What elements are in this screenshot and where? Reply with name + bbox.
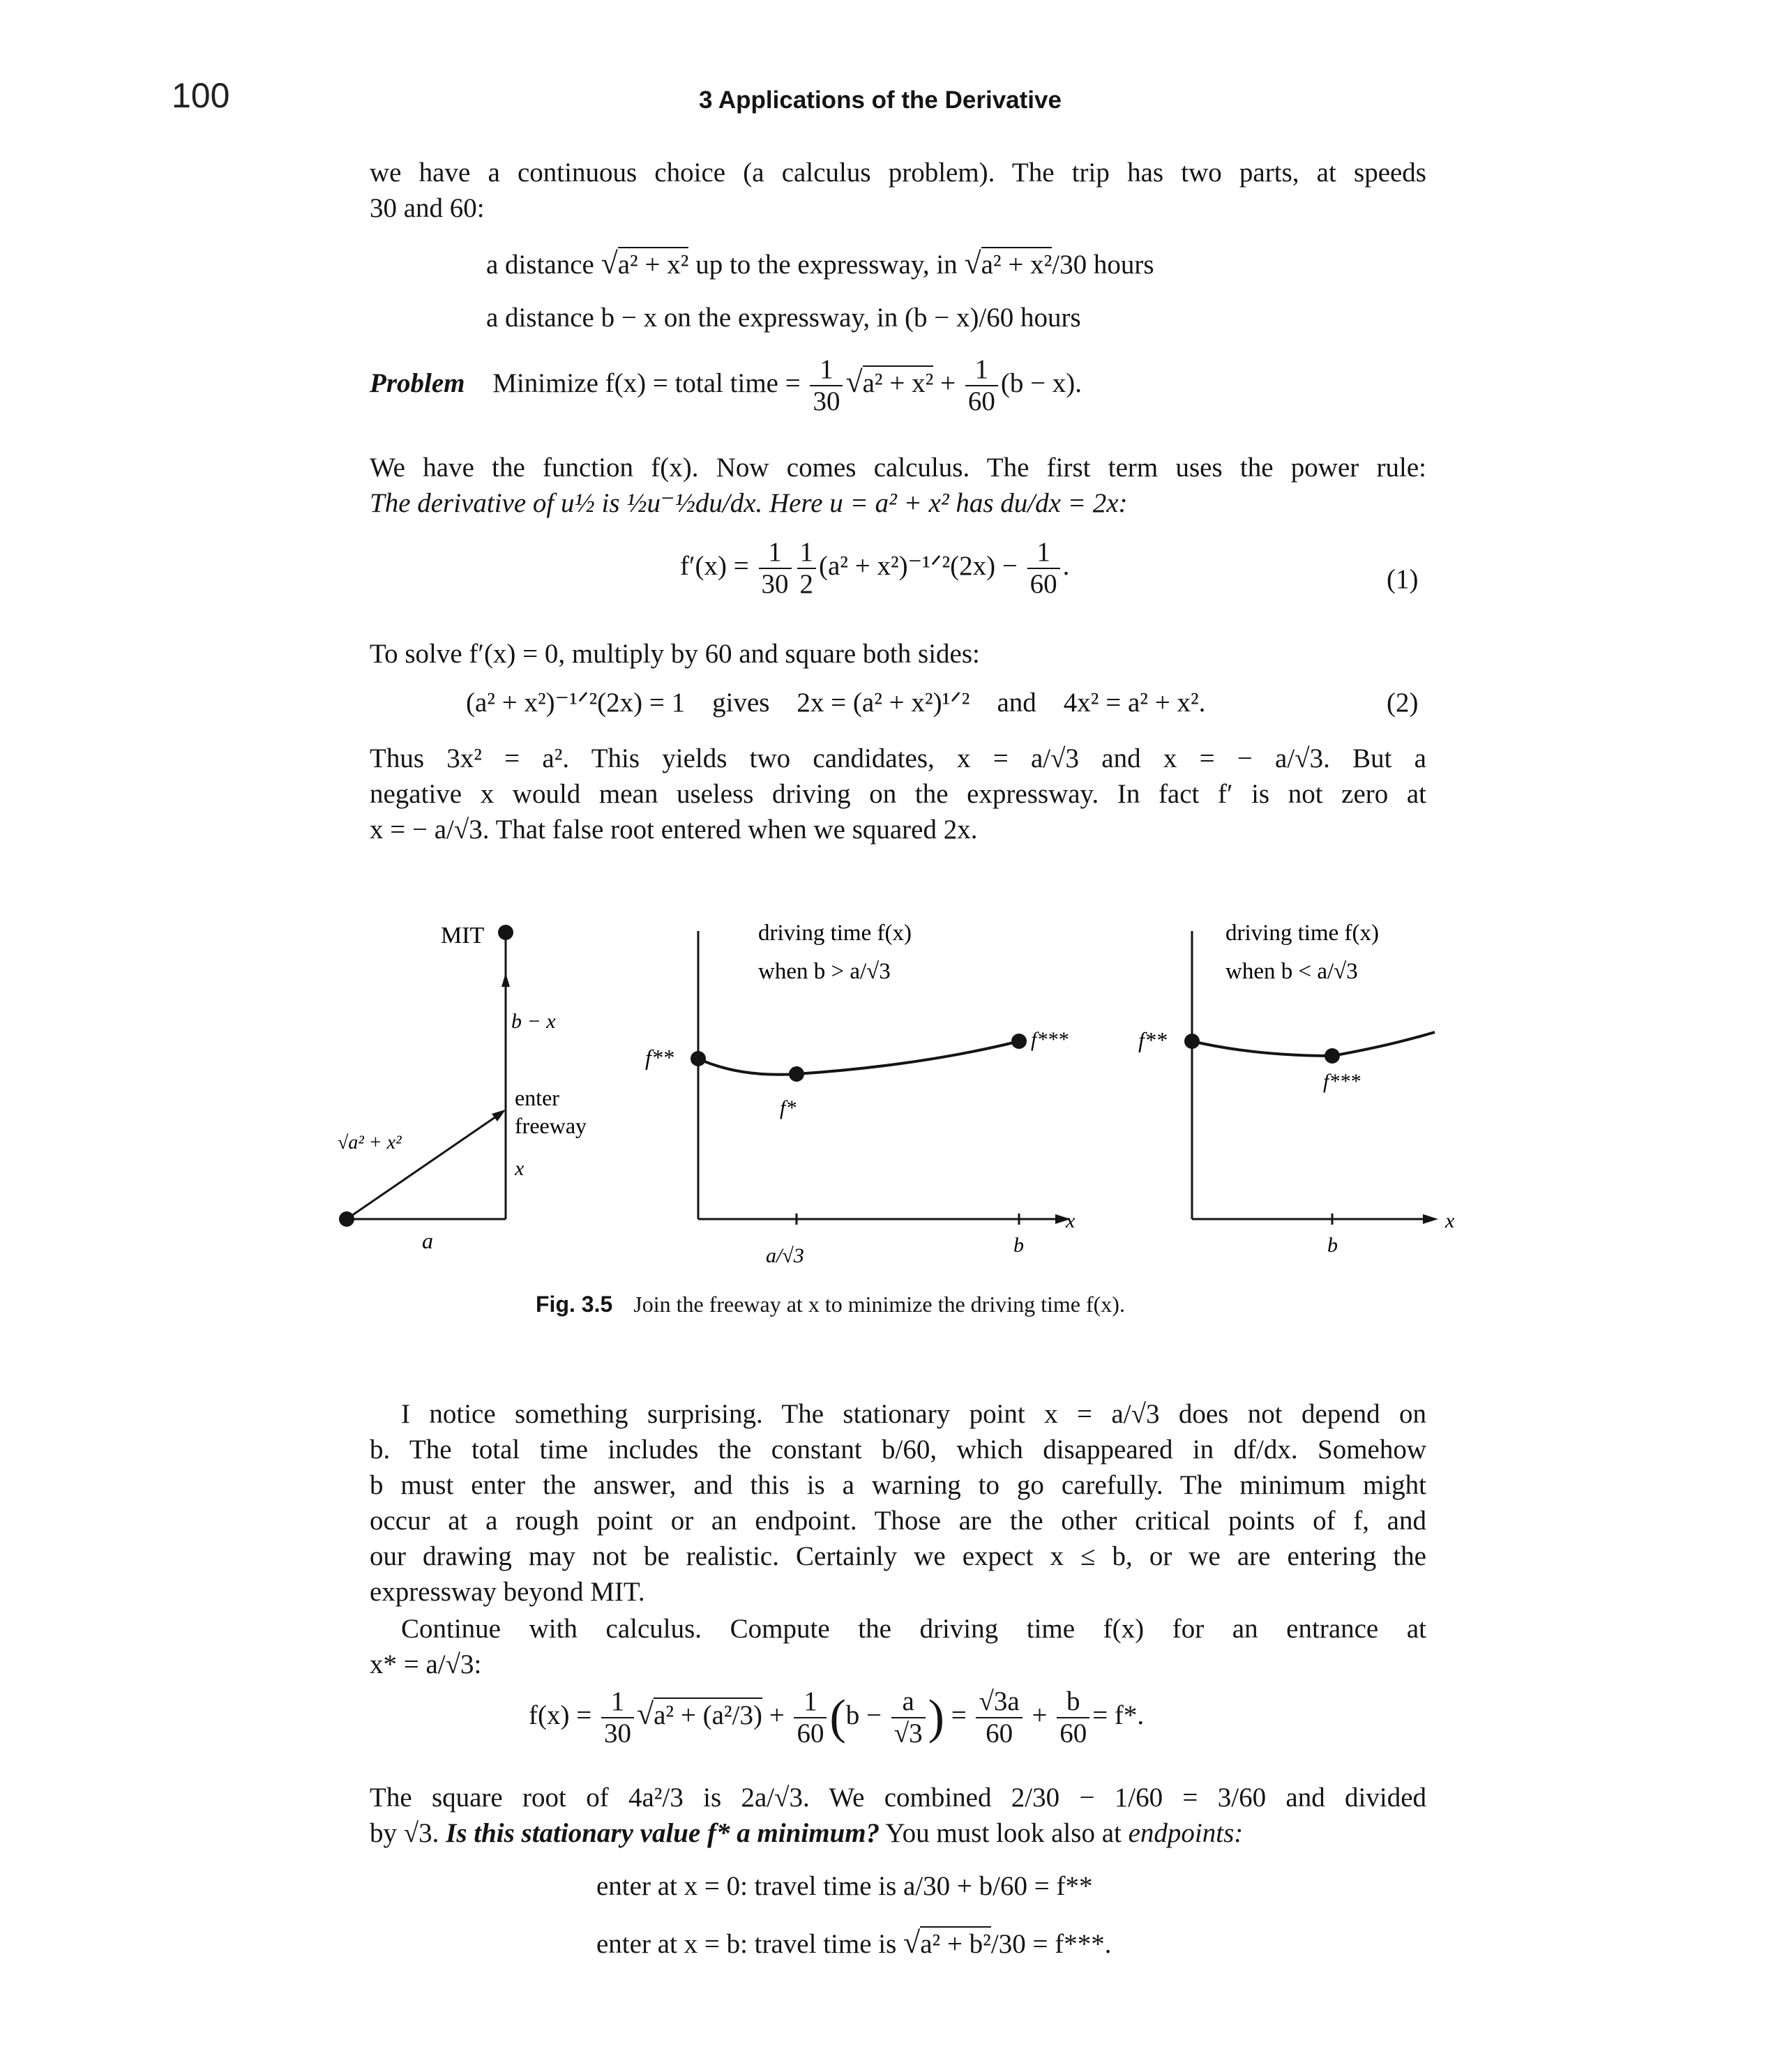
graph2-point-f3: [1325, 1048, 1340, 1064]
mit-point: [498, 925, 513, 940]
eq3-den-2: 60: [797, 1718, 824, 1748]
problem-num-2: 1: [965, 354, 998, 386]
eq3-lhs: f(x) =: [529, 1700, 592, 1730]
eq3-num-5: b: [1057, 1686, 1089, 1718]
graph1-point-f3: [1011, 1034, 1027, 1049]
caption-text: Join the freeway at x to minimize the driving time f(x).: [633, 1292, 1125, 1317]
graph1-xtick-1: a/√3: [766, 1244, 804, 1267]
eq1-den-3: 60: [1029, 569, 1057, 599]
freeway-map: [338, 923, 587, 1253]
eq3-plus-2: +: [1032, 1700, 1048, 1730]
graph2-title-line-2: when b < a/√3: [1225, 959, 1358, 984]
para5-line-5: our drawing may not be realistic. Certainly we expect x ≤ b, or we are entering the: [370, 1541, 1426, 1571]
problem-tail: (b − x).: [1000, 368, 1082, 398]
eq3-num-3: a: [891, 1686, 926, 1718]
para7-line-2-b: Is this stationary value f* a minimum?: [446, 1818, 880, 1848]
endpoint-line-1: enter at x = 0: travel time is a/30 + b/60 = f**: [596, 1871, 1093, 1901]
eq3-end: = f*.: [1092, 1700, 1145, 1730]
problem-den-2: 60: [967, 386, 995, 416]
intro-line-2: 30 and 60:: [370, 193, 485, 223]
trip-part-1-c: /30 hours: [1052, 250, 1154, 280]
intro-line-1: we have a continuous choice (a calculus problem). The trip has two parts, at speeds: [370, 158, 1426, 188]
para5-line-2: b. The total time includes the constant b/60, which disappeared in df/dx. Somehow: [370, 1435, 1426, 1465]
hypotenuse-line: [347, 1112, 502, 1219]
graph1-f2-label: f**: [645, 1045, 674, 1070]
problem-num-1: 1: [810, 354, 843, 386]
graph1-f3-label: f***: [1031, 1028, 1069, 1051]
para5-line-1: I notice something surprising. The stationary point x = a/√3 does not depend on: [401, 1399, 1426, 1429]
eq1-lhs: f′(x) =: [680, 550, 749, 581]
graph2-f3-label: f***: [1323, 1070, 1361, 1093]
map-a-label: a: [422, 1228, 433, 1253]
graph2-title-line-1: driving time f(x): [1225, 921, 1379, 946]
trip-part-1-a: a distance: [486, 250, 594, 280]
para4-line-2: negative x would mean useless driving on the expressway. In fact f′ is not zero at: [370, 779, 1426, 809]
problem-statement: Problem Minimize f(x) = total time = $\frac{1}{30}$ √a² + x² + $\frac{1}{60}$ (b − x).: [370, 354, 1082, 416]
para6-line-1: Continue with calculus. Compute the driving time f(x) for an entrance at: [401, 1614, 1426, 1644]
graph1-f1-label: f*: [780, 1096, 797, 1119]
freeway-label: freeway: [515, 1113, 587, 1138]
para7-line-2-c: You must look also at: [885, 1818, 1122, 1848]
endpoint-radicand: a² + b²: [920, 1926, 991, 1959]
endpoint-line-2: enter at x = b: travel time is √a² + b²/30 = f***.: [596, 1926, 1112, 1960]
problem-plus: +: [940, 368, 956, 398]
page-number: 100: [172, 76, 230, 115]
problem-label: Problem: [370, 368, 465, 398]
eq3-num-2: 1: [794, 1686, 827, 1718]
running-head: 3 Applications of the Derivative: [699, 86, 1062, 114]
para5-line-3: b must enter the answer, and this is a warning to go carefully. The minimum might: [370, 1470, 1426, 1500]
para7-line-2: [370, 1815, 1426, 1851]
graph-b-less: [1138, 921, 1455, 1257]
eq3-den-4: 60: [986, 1718, 1013, 1748]
graph1-curve: [698, 1041, 1019, 1075]
para4-line-3: x = − a/√3. That false root entered when we squared 2x.: [370, 815, 978, 845]
trip-radicand-1: a² + x²: [618, 247, 689, 280]
enter-arrowhead: [492, 1110, 506, 1121]
graph1-xaxis-label: x: [1066, 1209, 1076, 1232]
enter-label: enter: [515, 1085, 559, 1110]
graph2-xtick: b: [1327, 1234, 1338, 1257]
graph2-x-arrow: [1423, 1214, 1438, 1224]
para6-line-2: x* = a/√3:: [370, 1649, 482, 1679]
eq3-den-1: 30: [603, 1718, 631, 1748]
graph1-title-line-2: when b > a/√3: [758, 959, 891, 984]
graph1-xtick-2: b: [1013, 1234, 1024, 1257]
graph2-curve: [1192, 1032, 1435, 1056]
para7-line-2-a: by √3.: [370, 1818, 439, 1848]
graph1-point-f1: [789, 1066, 804, 1082]
para7-line-2-d: endpoints:: [1128, 1818, 1244, 1848]
para3-line-1: To solve f′(x) = 0, multiply by 60 and square both sides:: [370, 639, 980, 669]
surprise-paragraph: [370, 1396, 1426, 1610]
start-point: [339, 1211, 354, 1227]
trip-radicand-2: a² + x²: [981, 247, 1053, 280]
eq3-num-1: 1: [601, 1686, 634, 1718]
figure-caption: [536, 1292, 1125, 1317]
graph1-title-line-1: driving time f(x): [758, 921, 912, 946]
para2-line-1: We have the function f(x). Now comes calculus. The first term uses the power rule:: [370, 453, 1426, 483]
graph1-point-f2: [691, 1051, 706, 1066]
problem-den-1: 30: [813, 386, 840, 416]
endpoint-line-2-a: enter at x = b: travel time is: [596, 1929, 897, 1959]
map-x-label: x: [515, 1157, 525, 1180]
eq1-num-2: 1: [797, 537, 817, 569]
b-minus-x-label: b − x: [511, 1010, 556, 1033]
eq3-den-5: 60: [1059, 1718, 1087, 1748]
graph2-f2-label: f**: [1138, 1027, 1167, 1052]
problem-radicand: a² + x²: [863, 365, 934, 398]
eq1-num-3: 1: [1027, 537, 1060, 569]
eq1-num-1: 1: [759, 537, 792, 569]
para5-line-6: expressway beyond MIT.: [370, 1577, 645, 1607]
mit-label: MIT: [441, 923, 485, 948]
continue-paragraph: [370, 1611, 1426, 1682]
eq1-den-1: 30: [761, 569, 789, 599]
square-root-paragraph: [370, 1780, 1426, 1851]
eq3-den-3: √3: [893, 1718, 923, 1748]
equation-2-number: (2): [1387, 688, 1419, 718]
trip-part-1-b: up to the expressway, in: [695, 250, 958, 280]
para4-line-1: Thus 3x² = a². This yields two candidates, x = a/√3 and x = − a/√3. But a: [370, 743, 1426, 773]
equation-3: f(x) = $\frac{1}{30}$ √a² + (a²/3) + $\frac{1}{60}$ (b − $\frac{a}{√3}$ ) = $\frac{√3a}{60}$ + $\frac{b}{60}$ = f*.: [529, 1686, 1145, 1748]
eq3-radicand: a² + (a²/3): [654, 1697, 762, 1730]
endpoint-line-2-b: /30 = f***.: [990, 1929, 1112, 1959]
equation-2: (a² + x²)⁻¹ᐟ²(2x) = 1 gives 2x = (a² + x²)¹ᐟ² and 4x² = a² + x².: [466, 688, 1206, 718]
trip-part-1: a distance √a² + x² up to the expressway, in √a² + x²/30 hours: [486, 246, 1154, 280]
para5-line-4: occur at a rough point or an endpoint. Those are the other critical points of f, and: [370, 1506, 1426, 1536]
eq3-eq: =: [951, 1700, 967, 1730]
eq1-den-2: 2: [799, 569, 813, 599]
graph2-point-f2: [1184, 1034, 1200, 1049]
graph2-xaxis-label: x: [1445, 1209, 1455, 1232]
caption-label: Fig. 3.5: [536, 1292, 613, 1317]
problem-text: Minimize f(x) = total time =: [492, 368, 801, 398]
trip-part-2: a distance b − x on the expressway, in (b − x)/60 hours: [486, 303, 1081, 333]
hyp-label: √a² + x²: [338, 1132, 402, 1154]
para7-line-1: The square root of 4a²/3 is 2a/√3. We combined 2/30 − 1/60 = 3/60 and divided: [370, 1783, 1426, 1813]
up-arrowhead: [501, 973, 510, 987]
eq3-plus: +: [769, 1700, 785, 1730]
eq1-end: .: [1062, 550, 1070, 581]
graph-b-greater: [645, 921, 1076, 1267]
equation-1-number: (1): [1387, 564, 1419, 594]
eq3-num-4: √3a: [976, 1686, 1022, 1718]
eq3-paren-a: b −: [845, 1700, 882, 1730]
para2-line-2: The derivative of u½ is ½u⁻½du/dx. Here u = a² + x² has du/dx = 2x:: [370, 488, 1128, 518]
eq1-mid: (a² + x²)⁻¹ᐟ²(2x) −: [819, 550, 1018, 581]
